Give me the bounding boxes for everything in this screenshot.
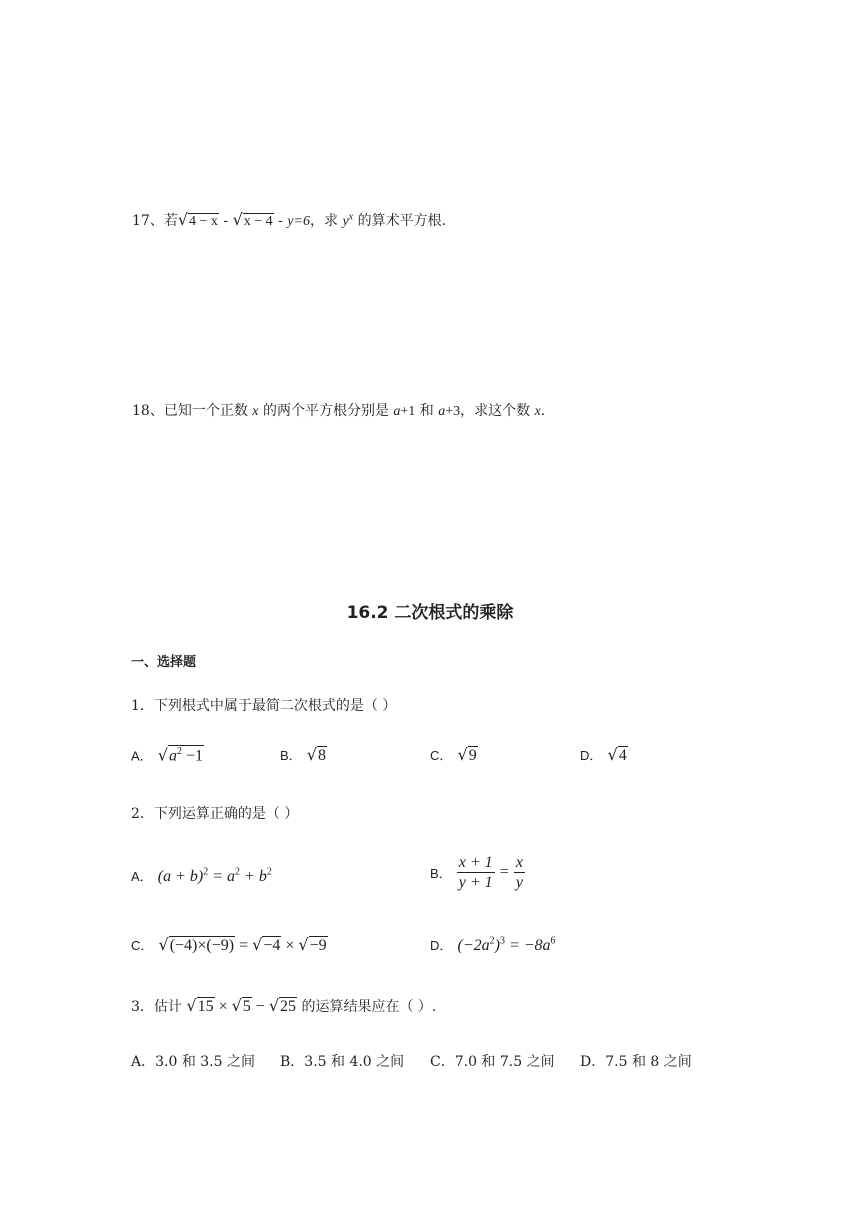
question-text: 的算术平方根.	[353, 213, 447, 229]
mc3-option-c: C．7.0 和 7.5 之间	[430, 1054, 555, 1070]
question-text: 已知一个正数	[163, 403, 253, 419]
radicand: 9	[468, 747, 477, 764]
radicand: 4	[618, 747, 627, 764]
question-text: 3．估计	[131, 999, 187, 1015]
question-18	[132, 400, 545, 420]
power-base: a	[168, 747, 177, 765]
option-label: C．	[131, 938, 154, 953]
variable: x	[534, 404, 541, 419]
radical-icon: √	[177, 210, 189, 229]
question-number: 17、	[132, 213, 164, 229]
denominator: y + 1	[458, 874, 493, 892]
power-exponent: x	[348, 211, 354, 223]
radical-icon: √	[157, 745, 168, 765]
equation-text: y=6	[287, 214, 310, 229]
question-17	[132, 210, 446, 230]
radicand: (−4)×(−9)	[169, 937, 235, 954]
radicand: x − 4	[243, 214, 273, 229]
variable: x	[252, 404, 259, 419]
mc1-stem: 1．下列根式中属于最简二次根式的是（ ）	[131, 698, 397, 714]
mc3-stem	[131, 996, 436, 1016]
term: )	[494, 937, 500, 954]
operator: -	[273, 213, 288, 229]
mc2-option-d	[430, 935, 556, 955]
option-label: C．	[430, 748, 453, 763]
term: −1	[181, 747, 203, 765]
term: + b	[240, 868, 267, 885]
radical-icon: √	[158, 935, 169, 954]
term: (a + b)	[157, 868, 204, 885]
radical-icon: √	[252, 935, 263, 954]
question-text: 的两个平方根分别是	[258, 403, 394, 419]
radicand: 8	[317, 747, 326, 764]
radical-icon: √	[231, 996, 242, 1015]
mc2-option-c	[131, 935, 328, 955]
term: (−2a	[457, 937, 490, 954]
radical-icon: √	[232, 210, 243, 229]
mc1-option-b	[280, 745, 327, 765]
mc2-stem: 2．下列运算正确的是（ ）	[131, 806, 299, 822]
term: +1	[400, 404, 416, 419]
equals-sign: =	[235, 937, 253, 954]
question-text: 若	[163, 213, 178, 229]
question-text: ，求这个数	[460, 403, 535, 419]
mc3-option-d: D．7.5 和 8 之间	[580, 1054, 692, 1070]
question-text: 的运算结果应在（ ）.	[297, 999, 437, 1015]
power-exponent: 3	[499, 935, 505, 947]
power-exponent: 2	[266, 866, 272, 878]
term: = −8a	[504, 937, 551, 954]
radicand: 15	[197, 998, 214, 1015]
fraction	[514, 853, 525, 892]
option-label: D．	[580, 748, 603, 763]
mc1-option-a	[131, 745, 204, 766]
part-heading: 一、选择题	[131, 655, 197, 670]
question-text: 和	[415, 403, 439, 419]
option-label: A．	[131, 748, 153, 764]
expression	[158, 868, 272, 885]
section-title: 16.2 二次根式的乘除	[346, 603, 514, 623]
operator: ×	[214, 998, 232, 1015]
term: +3	[445, 404, 461, 419]
mc3-option-b: B．3.5 和 4.0 之间	[280, 1054, 405, 1070]
radical-icon: √	[306, 745, 317, 764]
power-exponent: 6	[550, 935, 556, 947]
option-label: A．	[131, 869, 153, 884]
radical-icon: √	[268, 996, 280, 1015]
mc3-option-a: A．3.0 和 3.5 之间	[131, 1054, 255, 1070]
term: = a	[208, 868, 236, 885]
mc1-option-d	[580, 745, 628, 765]
question-number: 18、	[132, 403, 164, 419]
expression	[457, 937, 555, 954]
numerator: x + 1	[457, 853, 495, 873]
radicand: −9	[309, 937, 327, 954]
operator: -	[218, 213, 233, 229]
equals-sign: =	[499, 863, 509, 881]
radicand: −4	[263, 937, 281, 954]
option-label: D．	[430, 938, 453, 953]
power-exponent: 2	[176, 746, 182, 757]
variable: a	[438, 404, 446, 419]
radical-icon: √	[607, 745, 618, 764]
radicand: 25	[280, 998, 297, 1015]
radicand	[168, 745, 204, 766]
radicand: 4 − x	[189, 214, 218, 229]
option-label: B．	[430, 866, 452, 882]
radical-icon: √	[298, 935, 309, 954]
power-exponent: 2	[203, 866, 209, 878]
operator: −	[251, 998, 269, 1015]
mc1-option-c	[430, 745, 478, 765]
mc2-option-b	[430, 853, 525, 892]
question-text: .	[540, 403, 546, 419]
operator: ×	[281, 937, 299, 954]
question-text: ，求	[310, 213, 343, 229]
power-exponent: 2	[235, 866, 241, 878]
power-exponent: 2	[489, 935, 495, 947]
denominator: y	[515, 874, 523, 892]
radical-icon: √	[186, 996, 197, 1015]
fraction	[457, 853, 495, 892]
numerator: x	[514, 853, 525, 873]
radical-icon: √	[457, 745, 468, 764]
option-label: B．	[280, 748, 302, 763]
radicand: 5	[242, 998, 251, 1015]
power-base: y	[342, 214, 349, 229]
variable: a	[393, 404, 401, 419]
mc2-option-a	[131, 866, 272, 886]
